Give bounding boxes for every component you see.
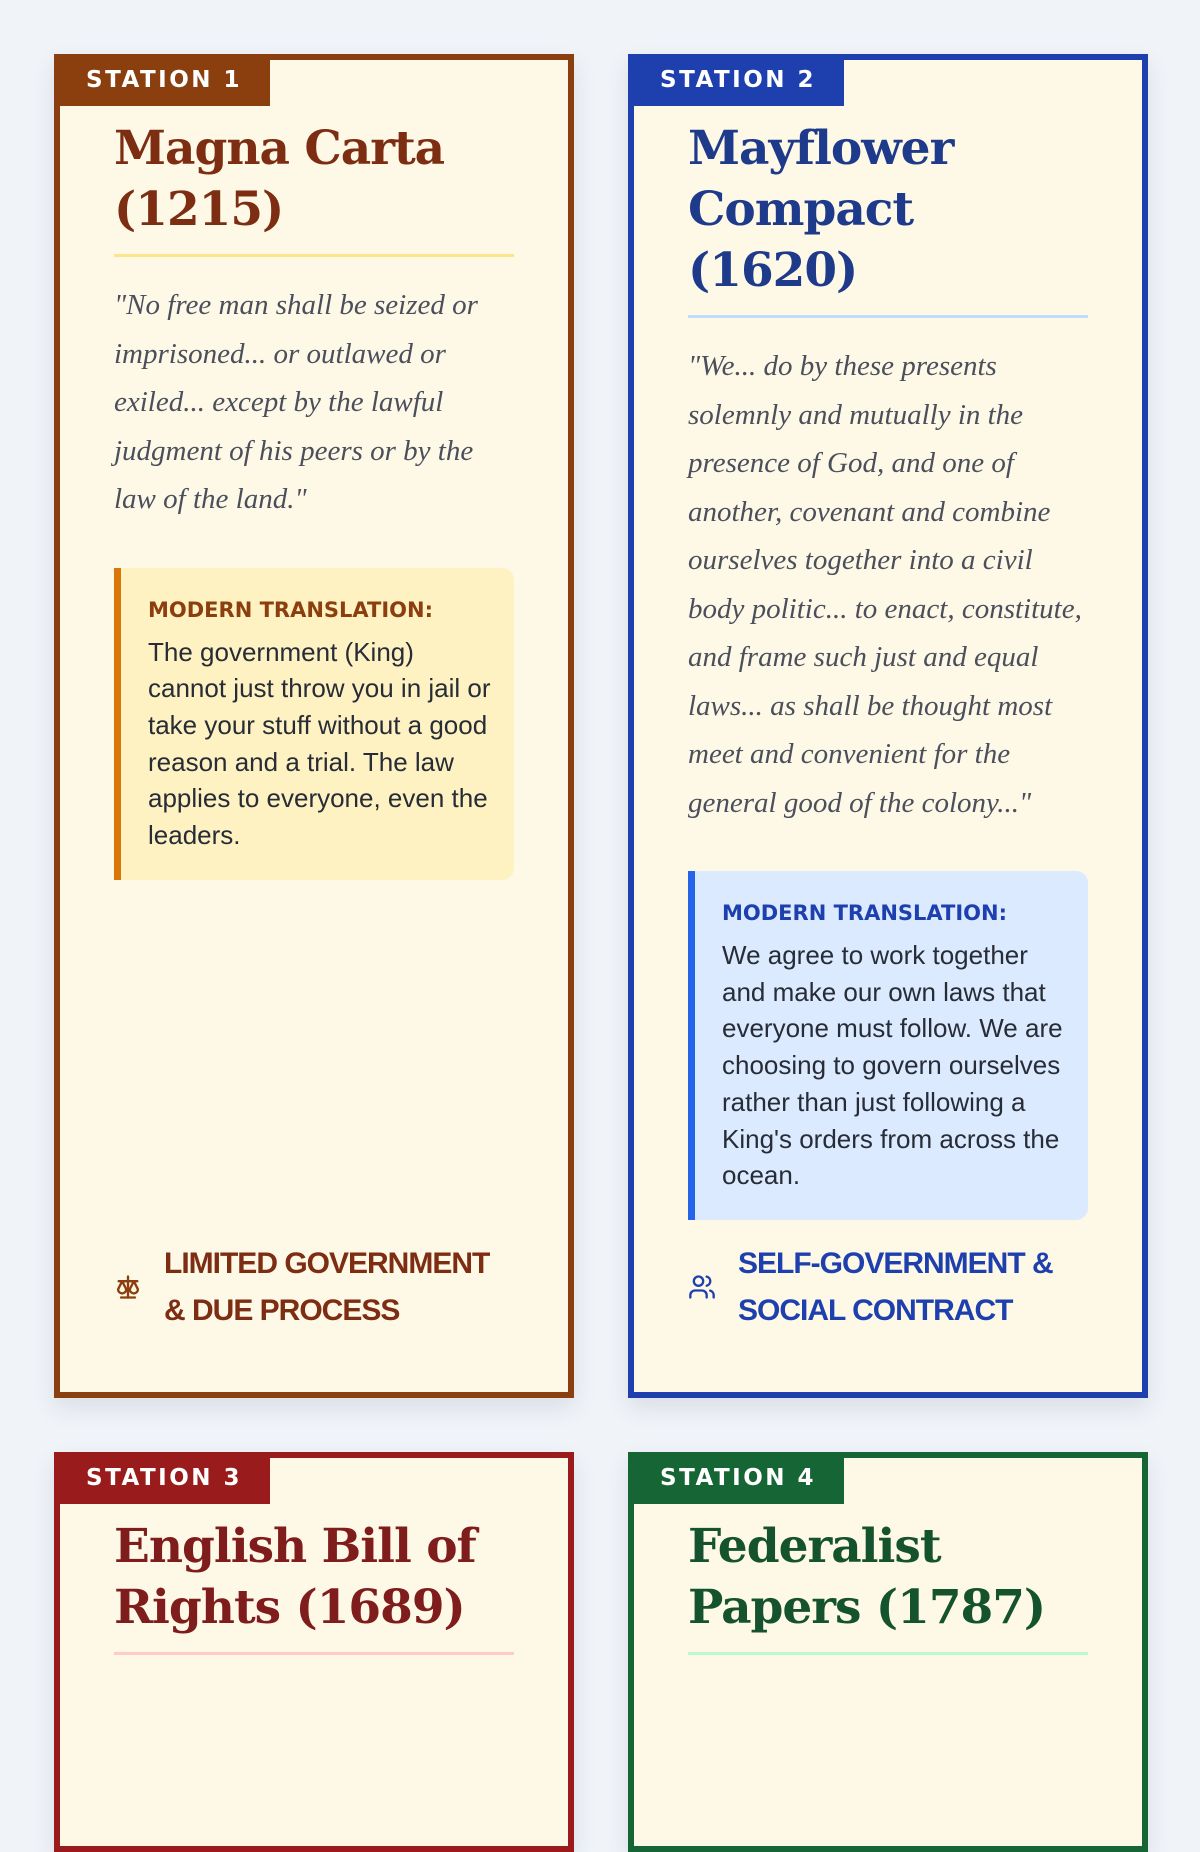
station-theme <box>688 1240 1088 1334</box>
users-icon <box>688 1273 716 1301</box>
translation-text: We agree to work together and make our own laws that everyone must follow. We are choosing to govern ourselves rather than just following a King's orders from across the ocean. <box>722 940 1063 1191</box>
station-content <box>688 118 1088 1392</box>
station-badge: STATION 1 <box>54 54 270 106</box>
modern-translation-box <box>114 568 514 880</box>
theme-label: LIMITED GOVERNMENT & DUE PROCESS <box>164 1247 490 1327</box>
scale-icon <box>114 1273 142 1301</box>
station-badge: STATION 3 <box>54 1452 270 1504</box>
station-badge: STATION 4 <box>628 1452 844 1504</box>
station-content <box>114 1516 514 1846</box>
station-quote: "No free man shall be seized or imprisoned... or outlawed or exiled... except by the lawful judgment of his peers or by the law of the land." <box>114 289 478 515</box>
station-title: Magna Carta (1215) <box>114 118 514 257</box>
station-title: English Bill of Rights (1689) <box>114 1516 514 1655</box>
translation-text: The government (King) cannot just throw you in jail or take your stuff without a good reason and a trial. The law applies to everyone, even the leaders. <box>148 636 491 851</box>
theme-label: SELF-GOVERNMENT & SOCIAL CONTRACT <box>738 1247 1053 1327</box>
station-title: Federalist Papers (1787) <box>688 1516 1088 1655</box>
station-title: Mayflower Compact (1620) <box>688 118 1088 318</box>
station-quote: "We... do by these presents solemnly and mutually in the presence of God, and one of another, covenant and combine ourselves together into a civil body politic... to enact, constitute, and frame such just and equal laws... as shall be thought most meet and convenient for the general good of the colony..." <box>688 350 1082 819</box>
translation-label: MODERN TRANSLATION: <box>148 597 433 622</box>
station-card-federalist-papers <box>628 1452 1148 1852</box>
station-badge: STATION 2 <box>628 54 844 106</box>
modern-translation-box <box>688 871 1088 1220</box>
station-content <box>688 1516 1088 1846</box>
stations-grid <box>54 54 1148 1852</box>
station-card-mayflower-compact <box>628 54 1148 1398</box>
station-card-english-bill-of-rights <box>54 1452 574 1852</box>
station-content <box>114 118 514 1392</box>
translation-label: MODERN TRANSLATION: <box>722 901 1007 925</box>
station-card-magna-carta <box>54 54 574 1398</box>
station-theme <box>114 1240 514 1334</box>
